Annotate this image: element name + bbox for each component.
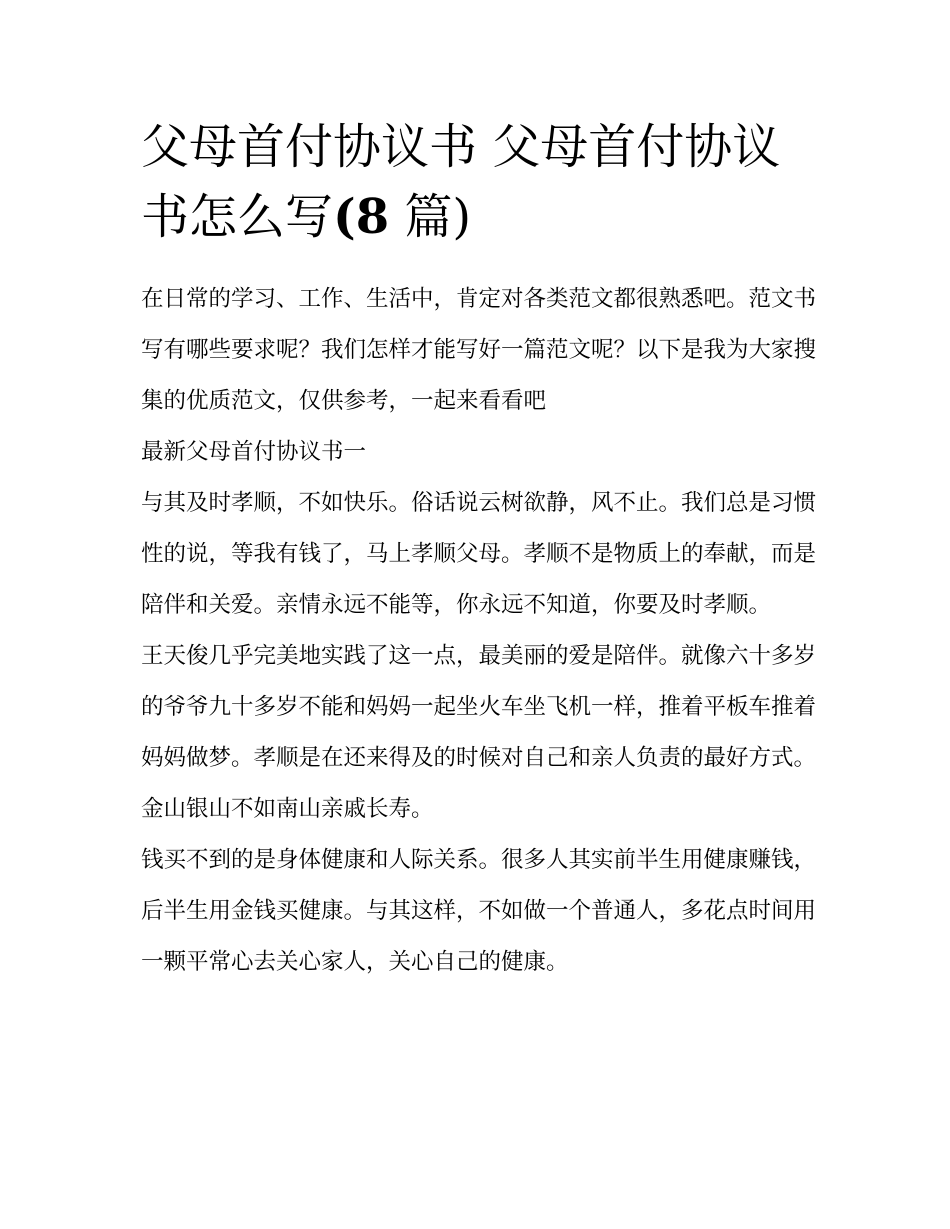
intro-paragraph: 在日常的学习、工作、生活中，肯定对各类范文都很熟悉吧。范文书写有哪些要求呢？我们怎样才能写好一篇范文呢？以下是我为大家搜集的优质范文，仅供参考，一起来看看吧: [141, 286, 817, 414]
title-line-2-prefix: 书怎么写: [141, 189, 334, 245]
paragraph: 与其及时孝顺，不如快乐。俗话说云树欲静，风不止。我们总是习惯性的说，等我有钱了，马上孝顺父母。孝顺不是物质上的奉献，而是陪伴和关爱。亲情永远不能等，你永远不知道，你要及时孝顺。: [141, 490, 817, 618]
title-line-2-suffix: 篇): [389, 189, 472, 245]
document-title: [141, 112, 821, 252]
title-line-1: 父母首付协议书 父母首付协议: [141, 119, 781, 175]
section-heading: 最新父母首付协议书一: [141, 439, 367, 465]
title-line-2-bold: (8: [333, 189, 390, 245]
document-content: [141, 112, 821, 988]
document-body: [141, 274, 821, 988]
paragraph: 王天俊几乎完美地实践了这一点，最美丽的爱是陪伴。就像六十多岁的爷爷九十多岁不能和妈妈一起坐火车坐飞机一样，推着平板车推着妈妈做梦。孝顺是在还来得及的时候对自己和亲人负责的最好方式。: [141, 643, 817, 771]
paragraph: 金山银山不如南山亲戚长寿。: [141, 796, 434, 822]
paragraph: 钱买不到的是身体健康和人际关系。很多人其实前半生用健康赚钱，后半生用金钱买健康。与其这样，不如做一个普通人，多花点时间用一颗平常心去关心家人，关心自己的健康。: [141, 847, 817, 975]
